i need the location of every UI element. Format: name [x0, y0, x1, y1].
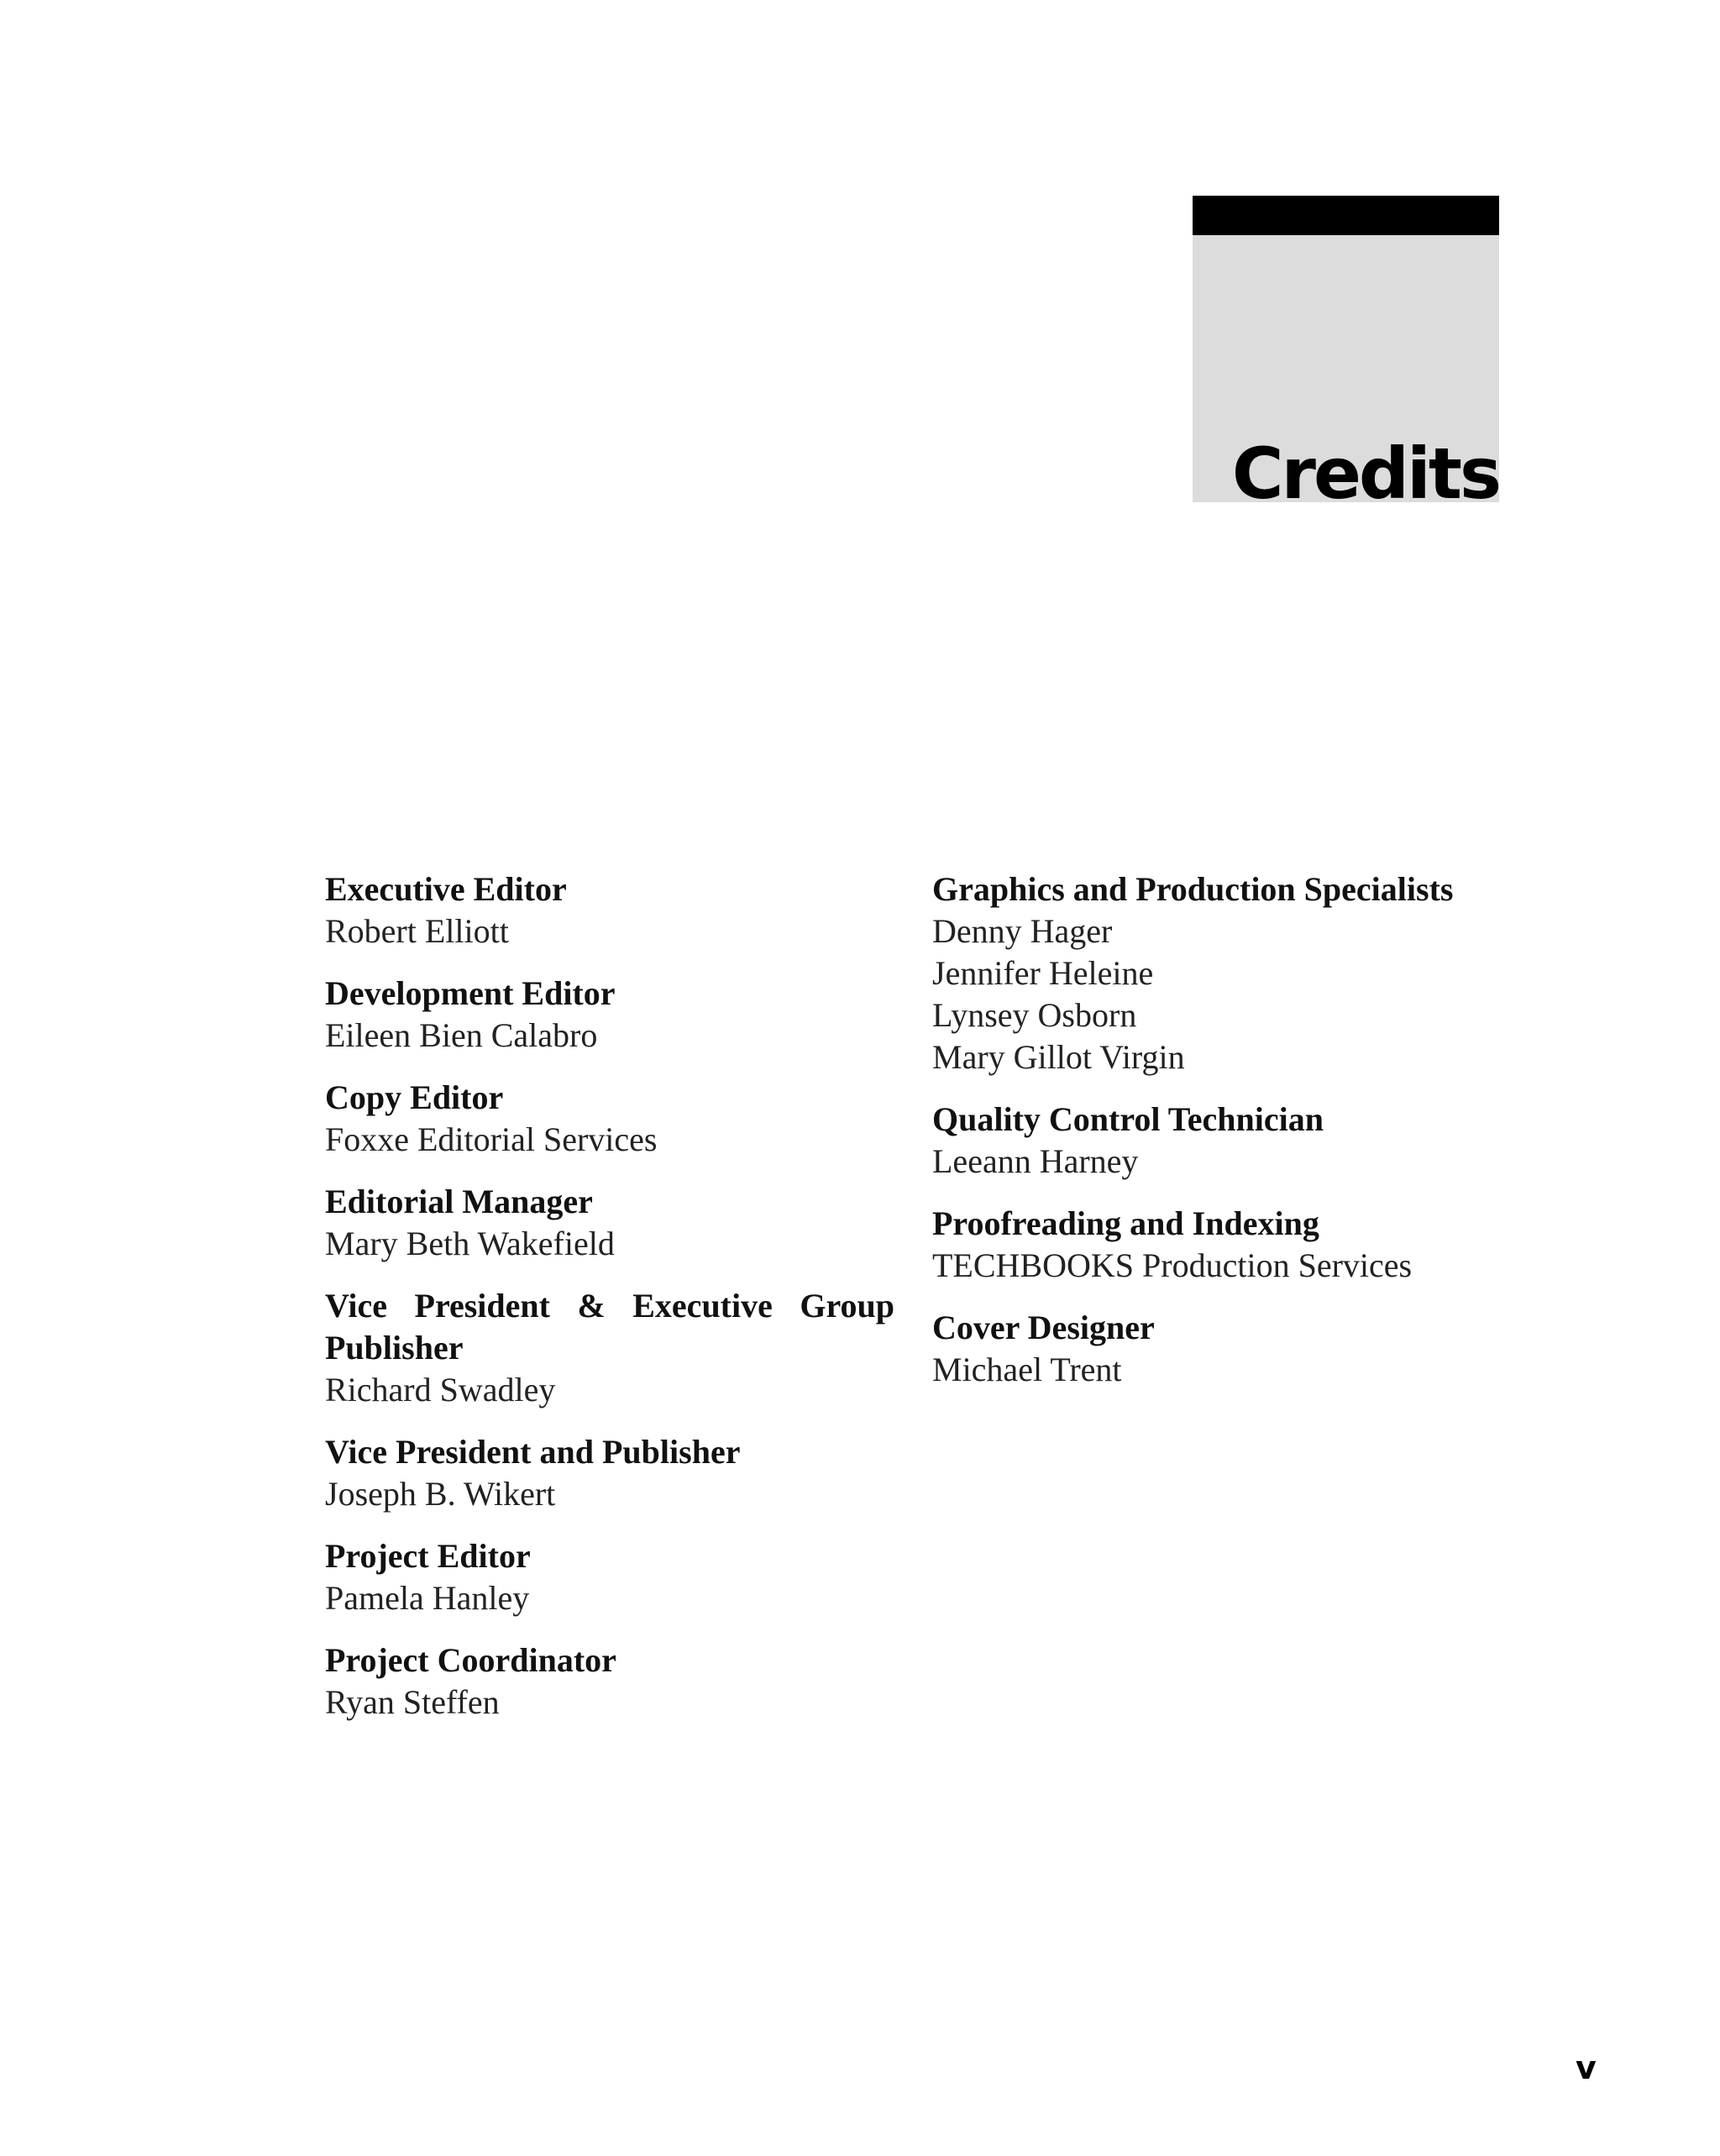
credit-name: Denny Hager: [932, 912, 1113, 950]
credit-name: Richard Swadley: [325, 1371, 556, 1408]
credit-entry: [325, 1535, 894, 1619]
page-title: Credits: [1231, 433, 1499, 515]
page-number: v: [1576, 2049, 1597, 2086]
credit-role: Copy Editor: [325, 1078, 504, 1116]
credit-entry: [325, 1181, 894, 1265]
credit-role: Proofreading and Indexing: [932, 1204, 1319, 1242]
credit-role: Graphics and Production Specialists: [932, 870, 1454, 908]
credit-entry: [325, 868, 894, 952]
credit-name: Eileen Bien Calabro: [325, 1016, 598, 1054]
credit-role: Project Coordinator: [325, 1641, 616, 1679]
credit-entry: [325, 1431, 894, 1515]
credit-role: Quality Control Technician: [932, 1100, 1324, 1138]
credit-entry: [932, 1099, 1503, 1183]
credit-role: Vice President & Executive Group Publisher: [325, 1287, 894, 1367]
credit-entry: [325, 1285, 894, 1411]
credit-name: Jennifer Heleine: [932, 954, 1154, 992]
title-bar: [1193, 196, 1499, 235]
credit-name: Lynsey Osborn: [932, 996, 1137, 1034]
credit-role: Cover Designer: [932, 1309, 1155, 1346]
credit-role: Development Editor: [325, 974, 616, 1012]
credit-role: Executive Editor: [325, 870, 567, 908]
credit-name: Mary Gillot Virgin: [932, 1038, 1185, 1076]
credits-right-column: [932, 868, 1503, 1411]
credit-name: Foxxe Editorial Services: [325, 1120, 658, 1158]
chapter-title-block: [1193, 196, 1499, 515]
credit-name: TECHBOOKS Production Services: [932, 1246, 1413, 1284]
credit-name: Leeann Harney: [932, 1142, 1139, 1180]
credit-name: Ryan Steffen: [325, 1683, 500, 1721]
credits-left-column: [325, 868, 894, 1744]
credit-entry: [325, 1639, 894, 1723]
credit-entry: [932, 1203, 1503, 1287]
credit-name: Pamela Hanley: [325, 1579, 530, 1617]
credit-entry: [325, 973, 894, 1057]
credit-entry: [325, 1077, 894, 1161]
credit-name: Joseph B. Wikert: [325, 1475, 556, 1513]
credit-name: Michael Trent: [932, 1351, 1122, 1388]
credit-entry: [932, 1307, 1503, 1391]
credit-role: Editorial Manager: [325, 1183, 593, 1220]
credit-entry: [932, 868, 1503, 1078]
credit-name: Mary Beth Wakefield: [325, 1225, 615, 1262]
credit-role: Vice President and Publisher: [325, 1433, 741, 1471]
credit-name: Robert Elliott: [325, 912, 509, 950]
credit-role: Project Editor: [325, 1537, 531, 1575]
